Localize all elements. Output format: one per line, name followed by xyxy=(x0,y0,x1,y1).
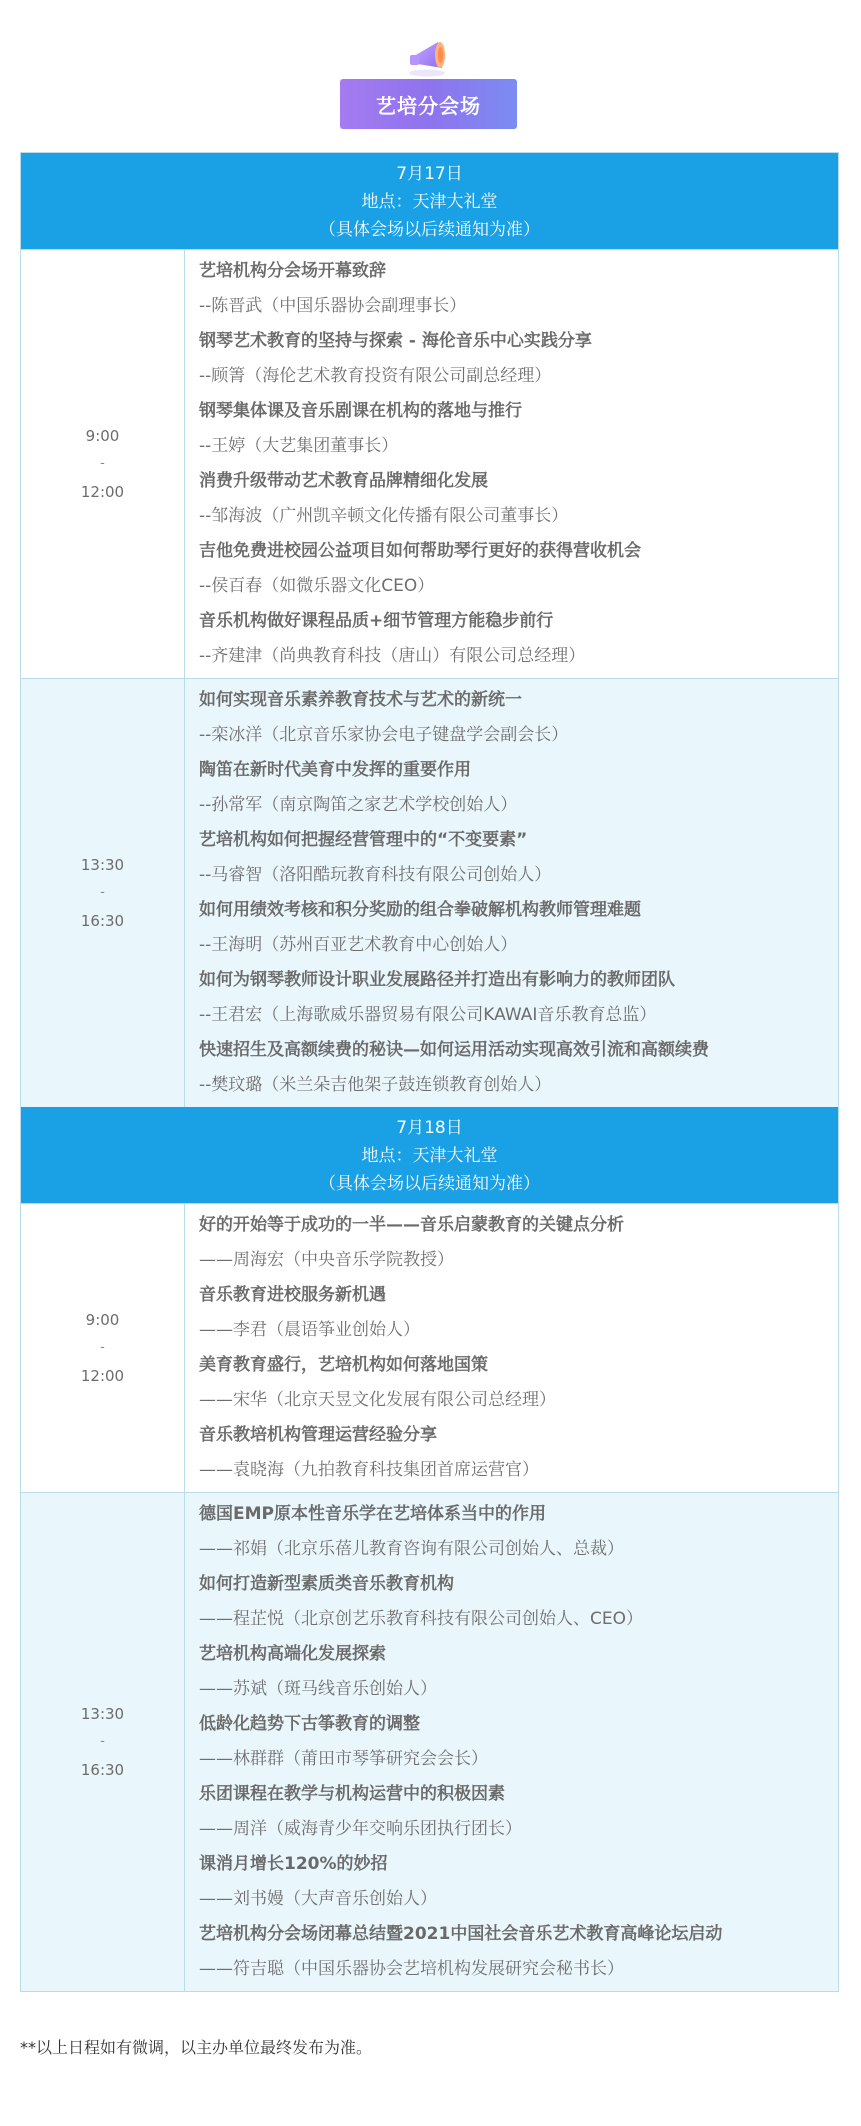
day-note: （具体会场以后续通知为准） xyxy=(319,1174,540,1194)
time-separator: - xyxy=(100,1340,105,1355)
session-title-badge: 艺培分会场 xyxy=(340,79,517,129)
time-separator: - xyxy=(100,885,105,900)
talk-title: 音乐教培机构管理运营经验分享 xyxy=(199,1425,437,1445)
talk-title: 艺培机构分会场闭幕总结暨2021中国社会音乐艺术教育高峰论坛启动 xyxy=(199,1924,723,1944)
talk-title: 陶笛在新时代美育中发挥的重要作用 xyxy=(199,760,471,780)
talk-title: 乐团课程在教学与机构运营中的积极因素 xyxy=(199,1784,505,1804)
talk-speaker: ——李君（晨语筝业创始人） xyxy=(199,1320,420,1340)
talk-title: 德国EMP原本性音乐学在艺培体系当中的作用 xyxy=(199,1504,546,1524)
talk-title: 如何打造新型素质类音乐教育机构 xyxy=(199,1574,454,1594)
time-start: 9:00 xyxy=(85,1311,120,1329)
talk-speaker: ——林群群（莆田市琴筝研究会会长） xyxy=(199,1749,488,1769)
session-time xyxy=(21,250,185,678)
talk-title: 如何为钢琴教师设计职业发展路径并打造出有影响力的教师团队 xyxy=(199,970,675,990)
megaphone-icon xyxy=(404,34,454,78)
day-header xyxy=(21,1107,838,1203)
session-row xyxy=(21,249,838,678)
talk-speaker: ——周洋（威海青少年交响乐团执行团长） xyxy=(199,1819,522,1839)
page-header xyxy=(0,0,861,140)
talk-title: 艺培机构分会场开幕致辞 xyxy=(199,261,386,281)
day-header xyxy=(21,153,838,249)
talk-title: 吉他免费进校园公益项目如何帮助琴行更好的获得营收机会 xyxy=(199,541,641,561)
talk-speaker: --孙常军（南京陶笛之家艺术学校创始人） xyxy=(199,795,518,815)
talk-speaker: ——祁娟（北京乐蓓儿教育咨询有限公司创始人、总裁） xyxy=(199,1539,624,1559)
time-start: 9:00 xyxy=(85,427,120,445)
talk-speaker: --顾箐（海伦艺术教育投资有限公司副总经理） xyxy=(199,366,552,386)
talk-title: 如何用绩效考核和积分奖励的组合拳破解机构教师管理难题 xyxy=(199,900,641,920)
talk-speaker: ——周海宏（中央音乐学院教授） xyxy=(199,1250,454,1270)
talk-speaker: ——刘书嫚（大声音乐创始人） xyxy=(199,1889,437,1909)
talk-speaker: ——苏斌（斑马线音乐创始人） xyxy=(199,1679,437,1699)
talk-title: 钢琴艺术教育的坚持与探索 - 海伦音乐中心实践分享 xyxy=(199,331,592,351)
time-start: 13:30 xyxy=(80,856,125,874)
talk-title: 音乐教育进校服务新机遇 xyxy=(199,1285,386,1305)
talk-speaker: --侯百春（如微乐器文化CEO） xyxy=(199,576,435,596)
time-end: 16:30 xyxy=(80,912,125,930)
time-end: 12:00 xyxy=(80,1367,125,1385)
talk-speaker: --齐建津（尚典教育科技（唐山）有限公司总经理） xyxy=(199,646,586,666)
session-time xyxy=(21,1493,185,1991)
talk-speaker: --马睿智（洛阳酷玩教育科技有限公司创始人） xyxy=(199,865,552,885)
talk-title: 钢琴集体课及音乐剧课在机构的落地与推行 xyxy=(199,401,522,421)
talk-speaker: ——袁晓海（九拍教育科技集团首席运营官） xyxy=(199,1460,539,1480)
talk-title: 如何实现音乐素养教育技术与艺术的新统一 xyxy=(199,690,522,710)
session-row xyxy=(21,1203,838,1492)
schedule-table xyxy=(20,152,839,1992)
talk-speaker: --王海明（苏州百亚艺术教育中心创始人） xyxy=(199,935,518,955)
talk-speaker: --邹海波（广州凯辛顿文化传播有限公司董事长） xyxy=(199,506,569,526)
day-note: （具体会场以后续通知为准） xyxy=(319,220,540,240)
session-time xyxy=(21,1204,185,1492)
talk-title: 快速招生及高额续费的秘诀—如何运用活动实现高效引流和高额续费 xyxy=(199,1040,709,1060)
talk-title: 好的开始等于成功的一半——音乐启蒙教育的关键点分析 xyxy=(199,1215,624,1235)
day-location: 地点：天津大礼堂 xyxy=(361,192,498,212)
talk-title: 音乐机构做好课程品质+细节管理方能稳步前行 xyxy=(199,611,554,631)
talk-title: 艺培机构如何把握经营管理中的“不变要素” xyxy=(199,830,528,850)
talk-title: 美育教育盛行，艺培机构如何落地国策 xyxy=(199,1355,488,1375)
talk-speaker: --陈晋武（中国乐器协会副理事长） xyxy=(199,296,467,316)
session-time xyxy=(21,679,185,1107)
session-talks xyxy=(185,679,838,1107)
talk-speaker: --栾冰洋（北京音乐家协会电子键盘学会副会长） xyxy=(199,725,569,745)
talk-title: 艺培机构高端化发展探索 xyxy=(199,1644,386,1664)
session-talks xyxy=(185,1493,838,1991)
session-talks xyxy=(185,1204,838,1492)
time-end: 16:30 xyxy=(80,1761,125,1779)
time-separator: - xyxy=(100,1734,105,1749)
time-start: 13:30 xyxy=(80,1705,125,1723)
talk-speaker: ——符吉聪（中国乐器协会艺培机构发展研究会秘书长） xyxy=(199,1959,624,1979)
talk-title: 课消月增长120%的妙招 xyxy=(199,1854,388,1874)
day-date: 7月18日 xyxy=(396,1118,463,1138)
talk-speaker: ——程芷悦（北京创艺乐教育科技有限公司创始人、CEO） xyxy=(199,1609,643,1629)
day-date: 7月17日 xyxy=(396,164,463,184)
talk-speaker: ——宋华（北京天昱文化发展有限公司总经理） xyxy=(199,1390,556,1410)
talk-speaker: --王君宏（上海歌威乐器贸易有限公司KAWAI音乐教育总监） xyxy=(199,1005,657,1025)
day-location: 地点：天津大礼堂 xyxy=(361,1146,498,1166)
talk-title: 消费升级带动艺术教育品牌精细化发展 xyxy=(199,471,488,491)
time-end: 12:00 xyxy=(80,483,125,501)
talk-title: 低龄化趋势下古筝教育的调整 xyxy=(199,1714,420,1734)
time-separator: - xyxy=(100,456,105,471)
footnote: **以上日程如有微调，以主办单位最终发布为准。 xyxy=(20,2038,373,2057)
talk-speaker: --王婷（大艺集团董事长） xyxy=(199,436,399,456)
session-row xyxy=(21,1492,838,1991)
session-row xyxy=(21,678,838,1107)
talk-speaker: --樊玟璐（米兰朵吉他架子鼓连锁教育创始人） xyxy=(199,1075,552,1095)
session-talks xyxy=(185,250,838,678)
